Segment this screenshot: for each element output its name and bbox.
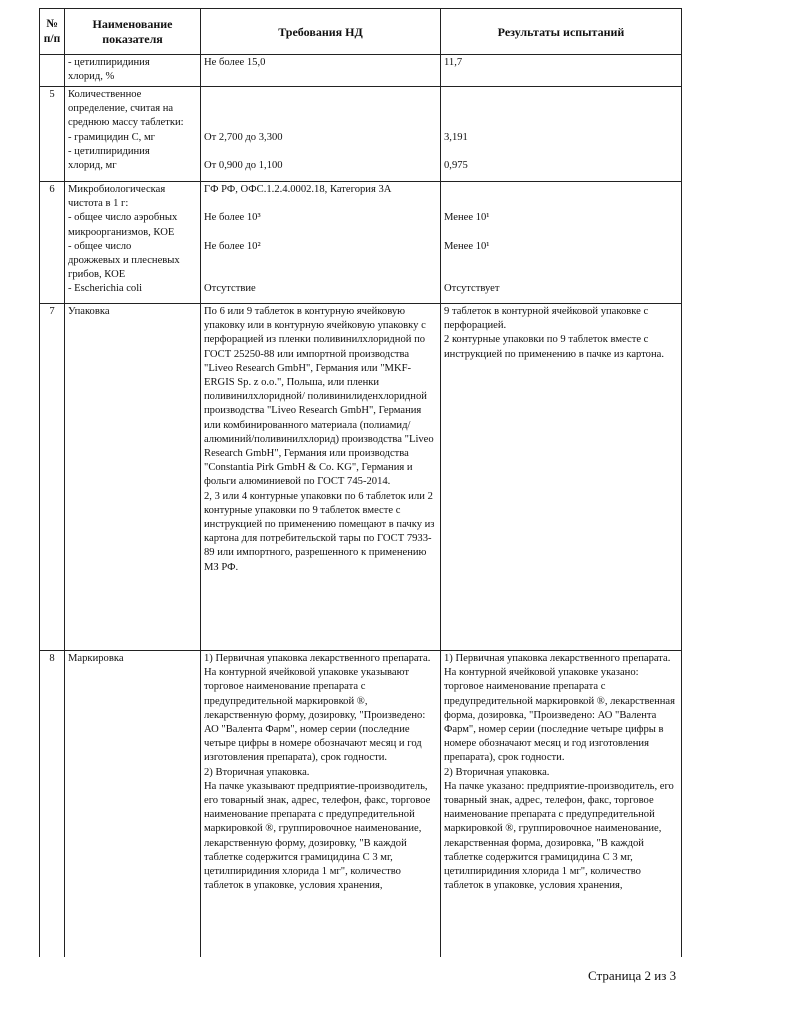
table-row <box>40 182 682 304</box>
requirement-line: От 2,700 до 3,300 <box>204 131 283 143</box>
result-line: Менее 10¹ <box>444 212 490 224</box>
row-requirement <box>201 182 441 304</box>
result-line: Отсутствует <box>444 283 500 295</box>
row-num: 5 <box>40 87 65 182</box>
row-requirement <box>201 87 441 182</box>
result-line: Менее 10¹ <box>444 240 490 252</box>
table-row <box>40 87 682 182</box>
result-line: 3,191 <box>444 131 468 143</box>
requirement-line: Не более 10³ <box>204 212 261 224</box>
requirement-line: Не более 10² <box>204 240 261 252</box>
row-result <box>441 182 682 304</box>
result-line: 0,975 <box>444 159 468 171</box>
results-table <box>39 8 682 957</box>
row-num <box>40 55 65 87</box>
requirement-line: От 0,900 до 1,100 <box>204 159 283 171</box>
row-result <box>441 87 682 182</box>
header-result: Результаты испытаний <box>441 9 682 55</box>
row-requirement: Не более 15,0 <box>201 55 441 87</box>
row-name: - цетилпиридиния хлорид, % <box>65 55 201 87</box>
row-num: 6 <box>40 182 65 304</box>
requirement-line: Отсутствие <box>204 283 256 295</box>
row-requirement: 1) Первичная упаковка лекарственного препарата. На контурной ячейковой упаковке указывают торговое наименование препарата с предупредительной маркировкой ®, лекарственную форму, дозировку, "Произведено: АО "Валента Фарм", номер серии (последние четыре цифры в номере обозначают месяц и год изготовления препарата), срок годности. 2) Вторичная упаковка. На пачке указывают предприятие-производитель, его товарный знак, адрес, телефон, факс, торговое наименование препарата с предупредительной маркировкой ®, группировочное наименование, лекарственную форму, дозировку, "В каждой таблетке содержится грамицидина С 3 мг, цетилпиридиния хлорида 1 мг", количество таблеток в упаковке, условия хранения, <box>201 651 441 957</box>
table-row <box>40 651 682 957</box>
table-header-row <box>40 9 682 55</box>
header-name: Наименование показателя <box>65 9 201 55</box>
row-name: Маркировка <box>65 651 201 957</box>
row-num: 8 <box>40 651 65 957</box>
header-num: № п/п <box>40 9 65 55</box>
row-name: Упаковка <box>65 304 201 651</box>
row-num: 7 <box>40 304 65 651</box>
header-requirement: Требования НД <box>201 9 441 55</box>
row-result: 11,7 <box>441 55 682 87</box>
row-name: Микробиологическая чистота в 1 г: - общее число аэробных микроорганизмов, КОЕ - общее число дрожжевых и плесневых грибов, КОЕ - Escherichia coli <box>65 182 201 304</box>
row-name: Количественное определение, считая на среднюю массу таблетки: - грамицидин С, мг - цетилпиридиния хлорид, мг <box>65 87 201 182</box>
row-result: 1) Первичная упаковка лекарственного препарата. На контурной ячейковой упаковке указано: торговое наименование препарата с предупредительной маркировкой ®, лекарственная форма, дозировка, "Произведено: АО "Валента Фарм", номер серии (последние четыре цифры в номере обозначают месяц и год изготовления препарата), срок годности. 2) Вторичная упаковка. На пачке указано: предприятие-производитель, его товарный знак, адрес, телефон, факс, торговое наименование препарата с предупредительной маркировкой ®, группировочное наименование, лекарственная форма, дозировка, "В каждой таблетке содержится грамицидина С 3 мг, цетилпиридиния хлорида 1 мг", количество таблеток в упаковке, условия хранения, <box>441 651 682 957</box>
table-row <box>40 304 682 651</box>
table-row <box>40 55 682 87</box>
row-result: 9 таблеток в контурной ячейковой упаковке с перфорацией. 2 контурные упаковки по 9 таблеток вместе с инструкцией по применению в пачке из картона. <box>441 304 682 651</box>
requirement-line: ГФ РФ, ОФС.1.2.4.0002.18, Категория 3А <box>204 184 392 195</box>
row-requirement: По 6 или 9 таблеток в контурную ячейковую упаковку или в контурную ячейковую упаковку с перфорацией из пленки поливинилхлоридной по ГОСТ 25250-88 или импортной производства "Liveo Research GmbH", Германия или "MKF-ERGIS Sp. z o.o.", Польша, или пленки поливинилхлоридной/ поливинилиденхлоридной производства "Liveo Research GmbH", Германия или комбинированного материала (полиамид/ алюминий/поливинилхлорид) производства "Liveo Research GmbH", Германия или производства "Constantia Pirk GmbH & Co. KG", Германия и фольги алюминиевой по ГОСТ 745-2014. 2, 3 или 4 контурные упаковки по 6 таблеток или 2 контурные упаковки по 9 таблеток вместе с инструкцией по применению помещают в пачку из картона для потребительской тары по ГОСТ 7933-89 или импортного, разрешенного к применению МЗ РФ. <box>201 304 441 651</box>
page-number: Страница 2 из 3 <box>588 968 677 983</box>
